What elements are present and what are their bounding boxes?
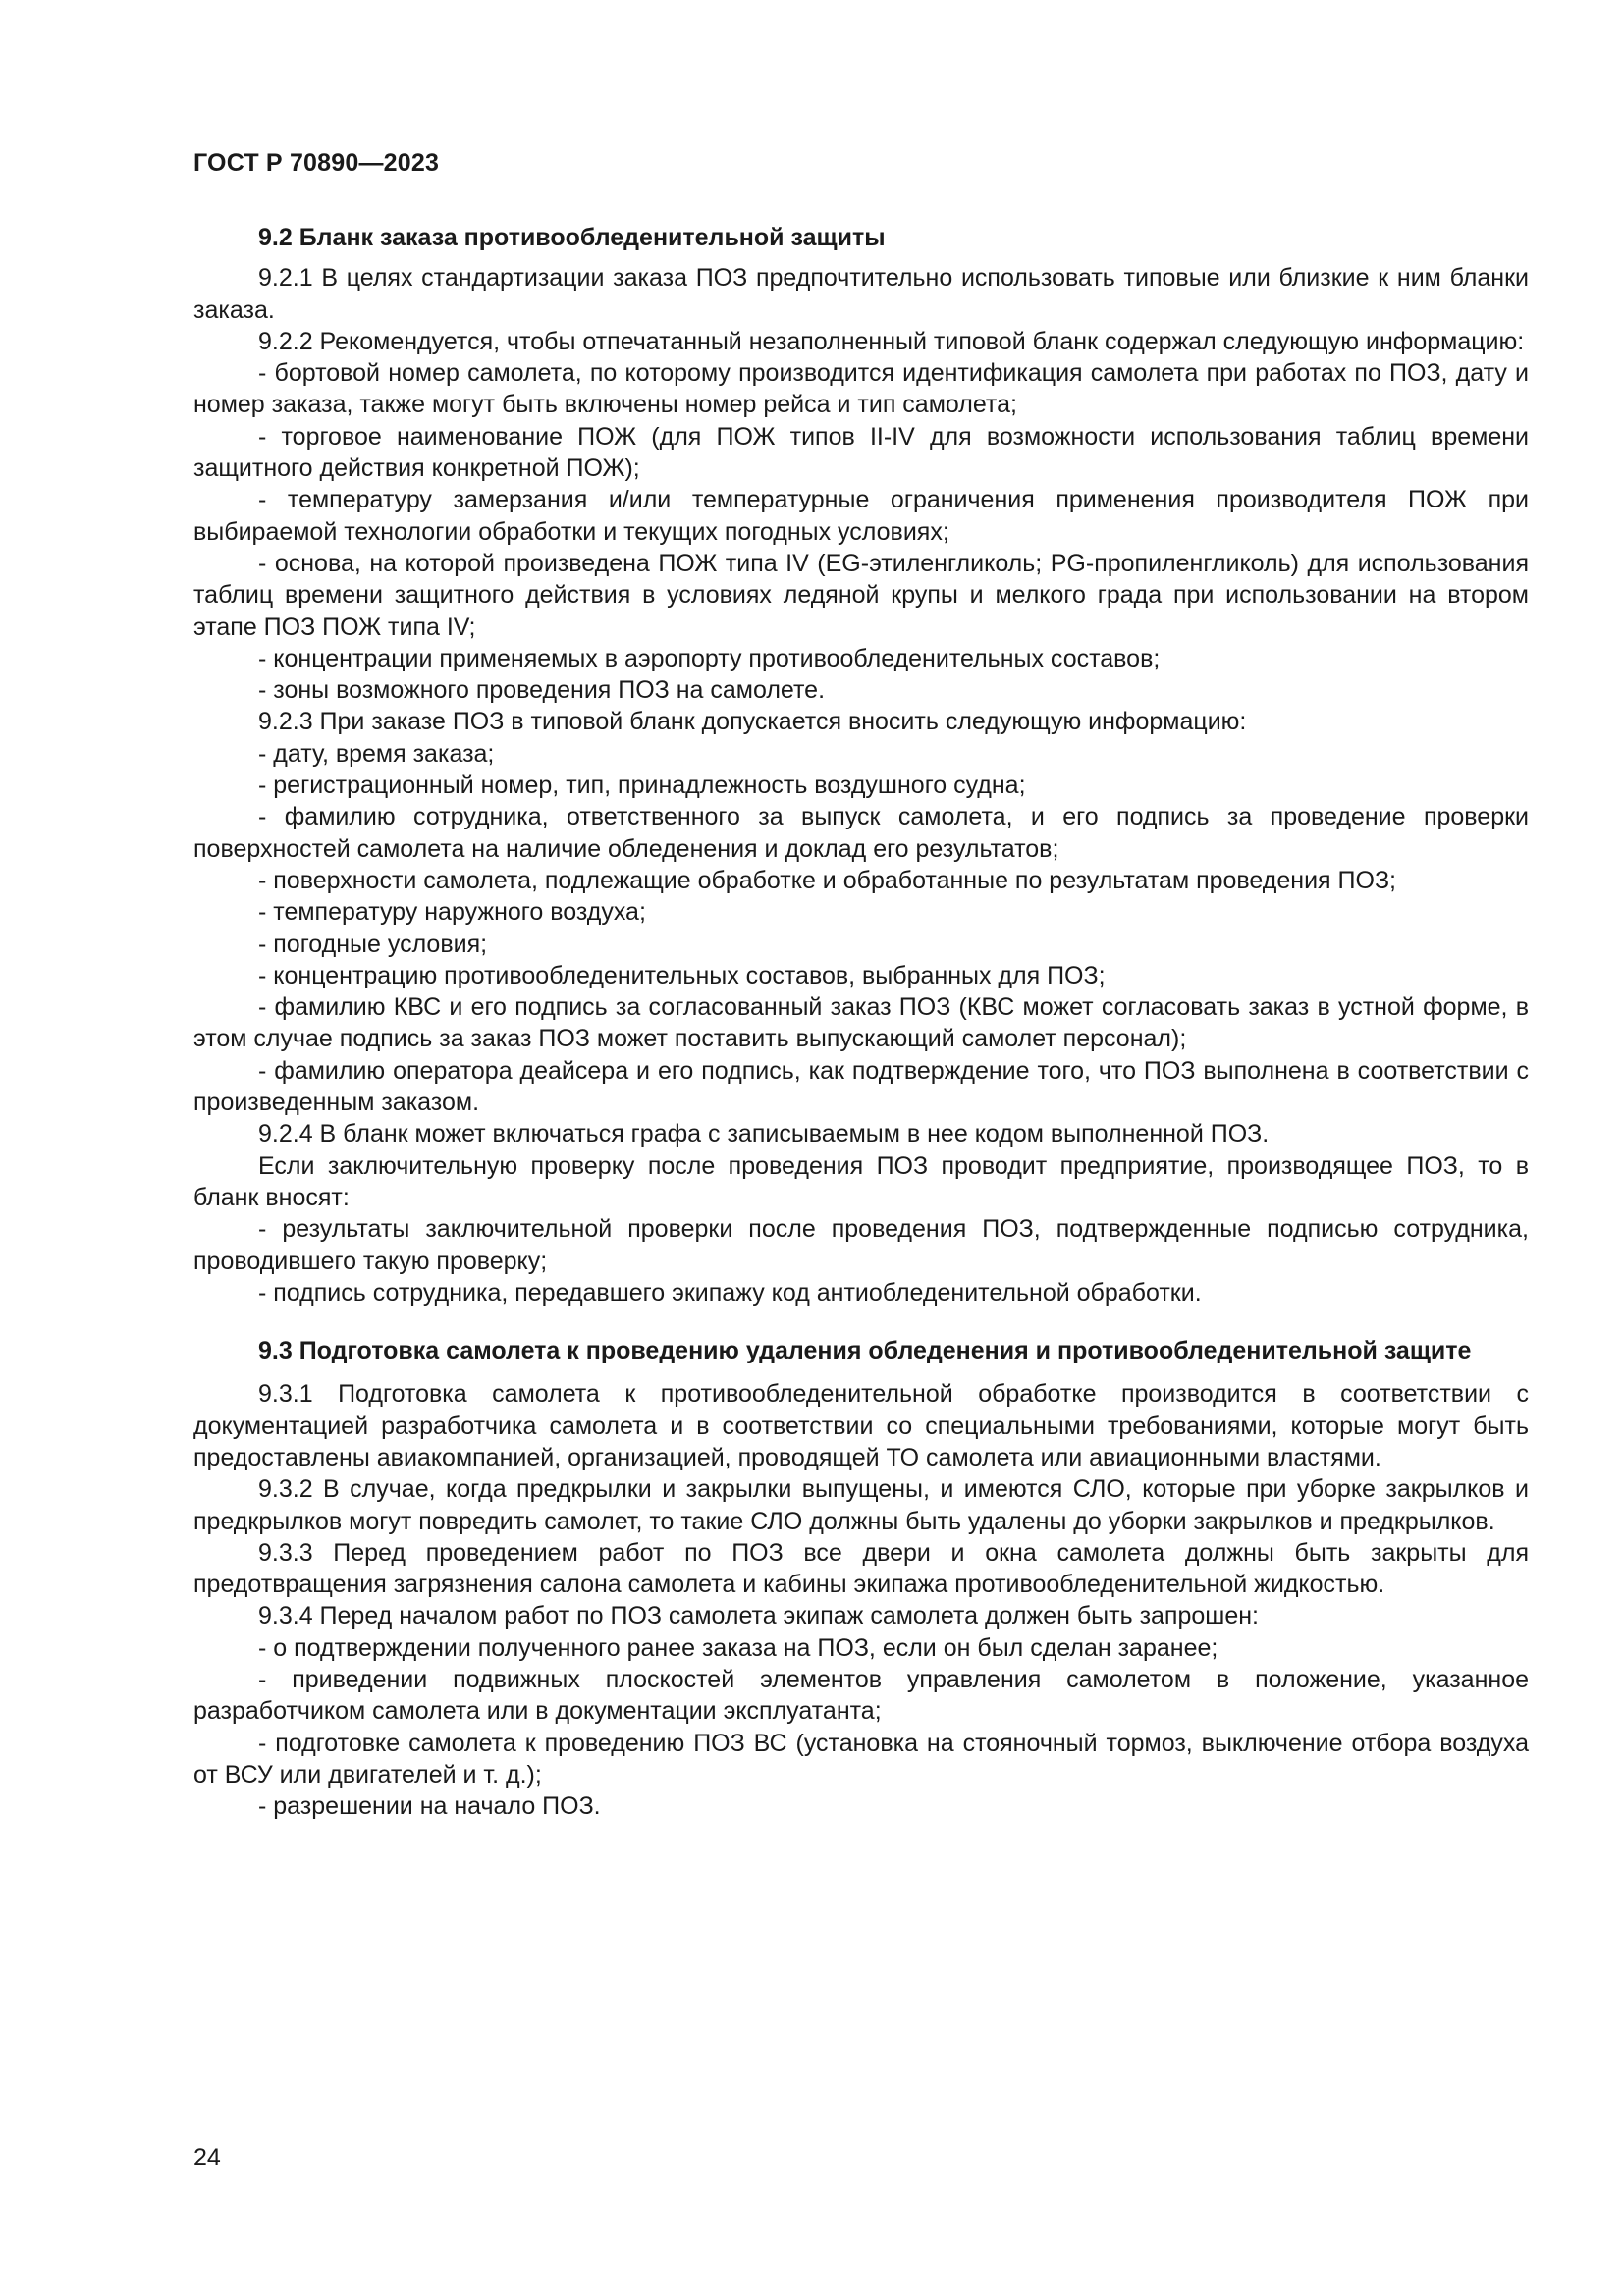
section-9-3-body — [193, 1378, 1529, 1822]
paragraph: - концентрации применяемых в аэропорту противообледенительных составов; — [258, 644, 1161, 672]
paragraph: 9.3.3 Перед проведением работ по ПОЗ все двери и окна самолета должны быть закрыты для предотвращения загрязнения салона самолета и кабины экипажа противообледенительной жидкостью. — [193, 1538, 1529, 1599]
paragraph: - температуру наружного воздуха; — [258, 898, 646, 927]
paragraph: 9.2.1 В целях стандартизации заказа ПОЗ предпочтительно использовать типовые или близкие к ним бланки заказа. — [193, 264, 1529, 324]
paragraph: - фамилию КВС и его подпись за согласованный заказ ПОЗ (КВС может согласовать заказ в устной форме, в этом случае подпись за заказ ПОЗ может поставить выпускающий самолет персонал); — [193, 993, 1529, 1053]
section-heading-9-2: 9.2 Бланк заказа противообледенительной защиты — [258, 224, 886, 251]
paragraph: - бортовой номер самолета, по которому производится идентификация самолета при работах по ПОЗ, дату и номер заказа, также могут быть включены номер рейса и тип самолета; — [193, 359, 1529, 419]
paragraph: 9.2.3 При заказе ПОЗ в типовой бланк допускается вносить следующую информацию: — [258, 708, 1247, 736]
paragraph: - подпись сотрудника, передавшего экипажу код антиобледенительной обработки. — [258, 1278, 1202, 1307]
paragraph: - дату, время заказа; — [258, 739, 495, 768]
paragraph: - регистрационный номер, тип, принадлежность воздушного судна; — [258, 772, 1026, 800]
paragraph: - концентрацию противообледенительных составов, выбранных для ПОЗ; — [258, 961, 1106, 989]
paragraph: - фамилию сотрудника, ответственного за выпуск самолета, и его подпись за проведение проверки поверхностей самолета на наличие обледенения и доклад его результатов; — [193, 803, 1529, 863]
paragraph: - разрешении на начало ПОЗ. — [258, 1792, 601, 1821]
paragraph: Если заключительную проверку после проведения ПОЗ проводит предприятие, производящее ПОЗ, то в бланк вносят: — [193, 1151, 1529, 1211]
section-9-2-body — [193, 262, 1529, 1308]
section-heading-9-3: 9.3 Подготовка самолета к проведению удаления обледенения и противообледенительной защите — [258, 1337, 1472, 1365]
paragraph: - о подтверждении полученного ранее заказа на ПОЗ, если он был сделан заранее; — [258, 1633, 1218, 1662]
document-header: ГОСТ Р 70890—2023 — [193, 149, 440, 177]
paragraph: - зоны возможного проведения ПОЗ на самолете. — [258, 676, 826, 705]
paragraph: - приведении подвижных плоскостей элементов управления самолетом в положение, указанное разработчиком самолета или в документации эксплуатанта; — [193, 1666, 1529, 1726]
paragraph: 9.3.1 Подготовка самолета к противообледенительной обработке производится в соответствии с документацией разработчика самолета и в соответствии со специальными требованиями, которые могут быть предоставлены авиакомпанией, организацией, проводящей ТО самолета или авиационными властями. — [193, 1380, 1529, 1471]
paragraph: - фамилию оператора деайсера и его подпись, как подтверждение того, что ПОЗ выполнена в соответствии с произведенным заказом. — [193, 1056, 1529, 1117]
paragraph: 9.2.2 Рекомендуется, чтобы отпечатанный незаполненный типовой бланк содержал следующую информацию: — [258, 327, 1525, 355]
paragraph: 9.2.4 В бланк может включаться графа с записываемым в нее кодом выполненной ПОЗ. — [258, 1120, 1270, 1148]
paragraph: - поверхности самолета, подлежащие обработке и обработанные по результатам проведения ПОЗ; — [258, 866, 1396, 894]
paragraph: - основа, на которой произведена ПОЖ типа IV (EG-этиленгликоль; PG-пропиленгликоль) для использования таблиц времени защитного действия в условиях ледяной крупы и мелкого града при использовании на втором этапе ПОЗ ПОЖ типа IV; — [193, 549, 1529, 641]
page-number: 24 — [193, 2144, 221, 2171]
paragraph: 9.3.4 Перед началом работ по ПОЗ самолета экипаж самолета должен быть запрошен: — [258, 1602, 1259, 1630]
paragraph: - результаты заключительной проверки после проведения ПОЗ, подтвержденные подписью сотрудника, проводившего такую проверку; — [193, 1215, 1529, 1275]
document-body — [193, 222, 1529, 1823]
paragraph: - погодные условия; — [258, 930, 488, 958]
paragraph: 9.3.2 В случае, когда предкрылки и закрылки выпущены, и имеются СЛО, которые при уборке закрылков и предкрылков могут повредить самолет, то такие СЛО должны быть удалены до уборки закрылков и предкрылков. — [193, 1475, 1529, 1535]
paragraph: - подготовке самолета к проведению ПОЗ ВС (установка на стояночный тормоз, выключение отбора воздуха от ВСУ или двигателей и т. д.); — [193, 1729, 1529, 1789]
paragraph: - температуру замерзания и/или температурные ограничения применения производителя ПОЖ при выбираемой технологии обработки и текущих погодных условиях; — [193, 486, 1529, 546]
paragraph: - торговое наименование ПОЖ (для ПОЖ типов II-IV для возможности использования таблиц времени защитного действия конкретной ПОЖ); — [193, 422, 1529, 483]
